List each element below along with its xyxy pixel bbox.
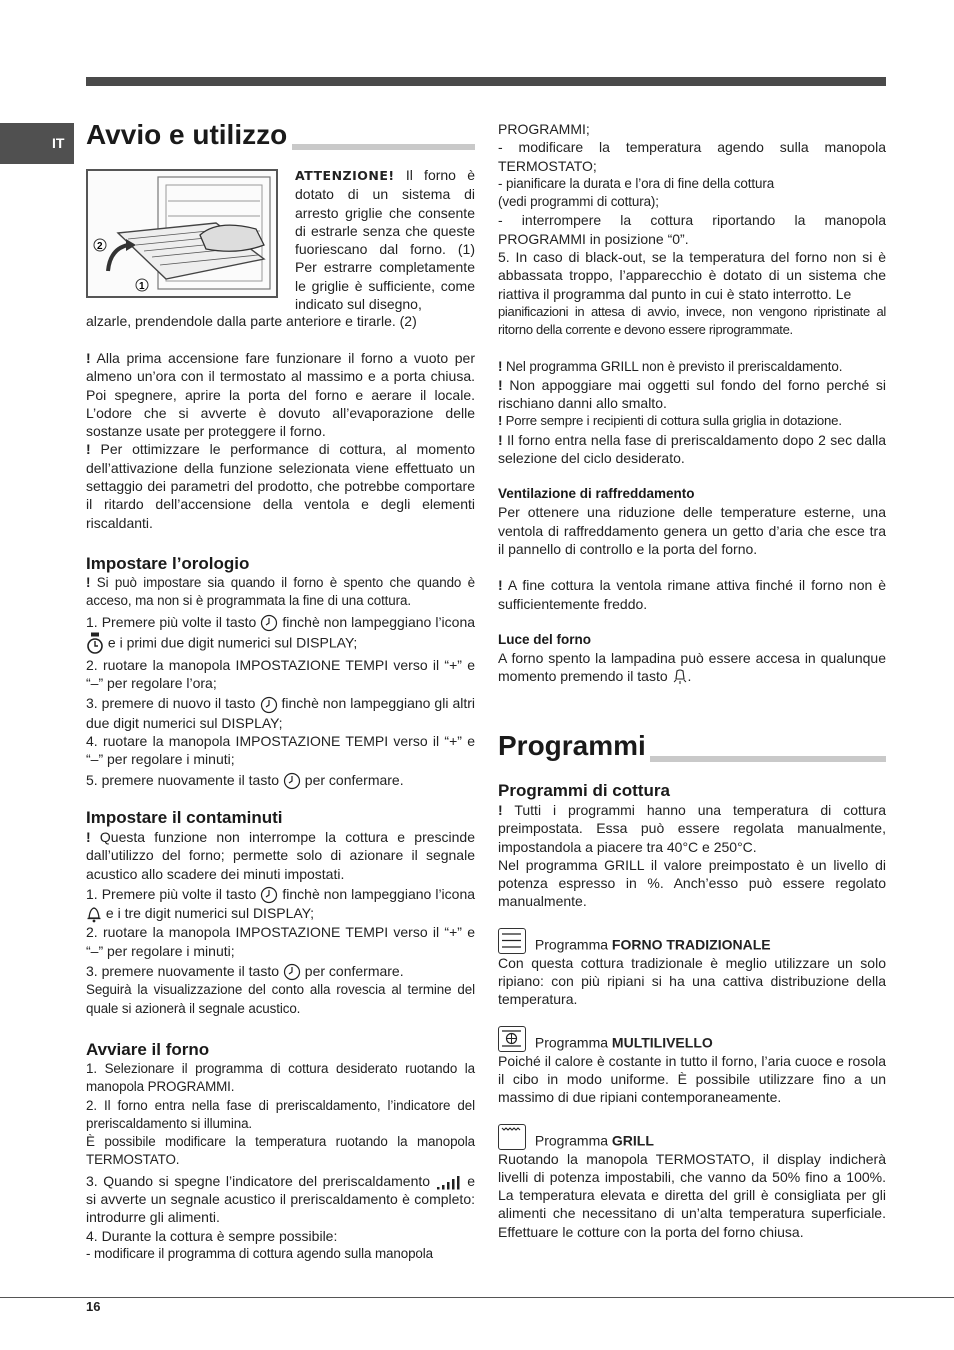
note-enamel xyxy=(498,376,886,413)
timer-step-3b: per confermare. xyxy=(304,963,404,980)
timer-note xyxy=(86,828,475,883)
title-rule xyxy=(650,756,886,762)
warning-icon: ! xyxy=(498,431,503,448)
note-first-use xyxy=(86,349,475,440)
start-step-1: 1. Selezionare il programma di cottura desiderato ruotando la manopola PROGRAMMI. xyxy=(86,1060,475,1095)
clock-step-5 xyxy=(86,771,475,790)
warning-icon: ! xyxy=(86,828,91,845)
timer-note-text: Questa funzione non interrompe la cottura e prescinde dall’utilizzo del forno; permette solo di azionare il segnale acustico allo scadere dei minuti impostati. xyxy=(86,828,476,882)
section-title-avvio: Avvio e utilizzo xyxy=(86,119,288,150)
clock-step-1c: e i primi due digit numerici sul DISPLAY; xyxy=(107,634,358,651)
clock-step-2: 2. ruotare la manopola IMPOSTAZIONE TEMPI verso il “+” e “–” per regolare l’ora; xyxy=(86,656,475,692)
lamp-icon xyxy=(672,668,688,686)
warning-icon: ! xyxy=(498,577,503,594)
note-first-use-text: Alla prima accensione fare funzionare il forno a vuoto per almeno un’ora con il termostato al massimo e a porta chiusa. Poi spegnere, aprire la porta del forno e aerare il locale. L’odore che si avverte è dovuto all’evaporazione delle sostanze usate per proteggere il forno. xyxy=(86,350,475,440)
clock-step-5b: per confermare. xyxy=(304,771,404,788)
clock-step-1 xyxy=(86,613,475,656)
cont-line-5b: pianificazioni in attesa di avvio, invece, non vengono ripristinate al ritorno della corrente e devono essere riprogrammate. xyxy=(498,303,886,338)
programs-note-text: Tutti i programmi hanno una temperatura di cottura preimpostata. Essa può essere regolata manualmente, impostandola a piacere tra 40°C e 250°C. xyxy=(498,802,886,855)
programs-grill-note: Nel programma GRILL il valore preimpostato è un livello di potenza espresso in %. Anch’esso può essere regolato manualmente. xyxy=(498,856,886,910)
warning-icon: ! xyxy=(86,441,91,458)
start-step-3 xyxy=(86,1172,475,1227)
timer-button-icon xyxy=(283,963,301,981)
warning-icon: ! xyxy=(86,574,91,590)
oven-rack-illustration xyxy=(86,169,278,298)
note-grill-text: Nel programma GRILL non è previsto il preriscaldamento. xyxy=(505,358,843,374)
note-grill xyxy=(498,358,886,376)
program-multilevel-text: Poiché il calore è costante in tutto il forno, l’aria cuoce e rosola il cibo in modo uniforme. È possibile utilizzare fino a un massimo di due ripiani contemporaneamente. xyxy=(498,1052,886,1106)
timer-step-2: 2. ruotare la manopola IMPOSTAZIONE TEMPI verso il “+” e “–” per regolare i minuti; xyxy=(86,924,475,959)
title-rule xyxy=(292,144,475,150)
note-performance xyxy=(86,440,475,531)
cont-line-2: - modificare la temperatura agendo sulla manopola TERMOSTATO; xyxy=(498,139,886,174)
page-number: 16 xyxy=(86,1299,101,1314)
light-text: A forno spento la lampadina può essere accesa in qualunque momento premendo il tasto . xyxy=(498,649,886,687)
ventilation-heading: Ventilazione di raffreddamento xyxy=(498,486,695,502)
note-containers xyxy=(498,412,886,430)
attention-label: ATTENZIONE! xyxy=(295,168,395,183)
multilevel-fan-icon xyxy=(498,1026,526,1052)
program-grill-text: Ruotando la manopola TERMOSTATO, il display indicherà livelli di potenza impostabili, che vanno da 50% fino a 100%. La temperatura elevata e diretta del grill è consigliata per gli alimenti che necessitano di un’alta temperatura superficiale. Effettuare le cotture con la porta del forno chiusa. xyxy=(498,1150,886,1240)
program-name-multilevel: MULTILIVELLO xyxy=(611,1034,713,1051)
top-rule xyxy=(86,77,886,86)
ventilation-text: Per ottenere una riduzione delle temperature esterne, una ventola di raffreddamento genera un getto d’aria che esce tra il pannello di controllo e la porta del forno. xyxy=(498,504,886,557)
timer-step-1 xyxy=(86,885,475,924)
note-preheat xyxy=(498,431,886,468)
program-name-traditional: FORNO TRADIZIONALE xyxy=(611,936,771,953)
svg-text:1: 1 xyxy=(139,281,145,292)
programs-note xyxy=(498,801,886,856)
light-heading: Luce del forno xyxy=(498,631,592,647)
preheat-indicator-icon xyxy=(436,1174,462,1190)
attention-continuation: alzarle, prendendole dalla parte anteriore e tirarle. (2) xyxy=(86,313,417,329)
warning-icon: ! xyxy=(498,376,503,393)
timer-step-3a: 3. premere nuovamente il tasto xyxy=(86,963,279,980)
light-text-body: A forno spento la lampadina può essere accesa in qualunque momento premendo il tasto xyxy=(498,649,886,685)
footer-rule xyxy=(0,1297,954,1298)
program-multilevel-header xyxy=(498,1026,886,1052)
start-step-4: 4. Durante la cottura è sempre possibile: xyxy=(86,1227,338,1244)
clock-icon xyxy=(86,632,104,656)
timer-button-icon xyxy=(260,886,278,904)
program-grill-header xyxy=(498,1124,886,1150)
bell-icon xyxy=(86,905,102,923)
clock-note xyxy=(86,574,475,611)
ventilation-note xyxy=(498,576,886,613)
traditional-oven-icon xyxy=(498,928,526,954)
cont-line-3b: (vedi programmi di cottura); xyxy=(498,194,659,210)
note-containers-text: Porre sempre i recipienti di cottura sulla griglia in dotazione. xyxy=(505,413,842,429)
attention-text: Il forno è dotato di un sistema di arresto griglie che consente di estrarle senza che queste fuoriescano dal forno. (1) Per estrarre completamente le griglie è sufficiente, come indicato sul disegno, xyxy=(295,167,475,313)
timer-step-1b: finchè non lampeggiano l’icona xyxy=(282,885,476,902)
warning-icon: ! xyxy=(498,358,503,374)
clock-step-5a: 5. premere nuovamente il tasto xyxy=(86,771,279,788)
rack-drawing xyxy=(88,171,276,296)
timer-button-icon xyxy=(260,614,278,632)
start-step-2b: È possibile modificare la temperatura ruotando la manopola TERMOSTATO. xyxy=(86,1134,475,1168)
timer-step-1c: e i tre digit numerici sul DISPLAY; xyxy=(105,905,315,922)
start-heading: Avviare il forno xyxy=(86,1039,210,1059)
programs-body xyxy=(498,781,886,1241)
start-step-3a: 3. Quando si spegne l’indicatore del preriscaldamento xyxy=(86,1172,431,1189)
attention-paragraph xyxy=(295,166,475,313)
program-name-grill: GRILL xyxy=(611,1132,654,1149)
clock-step-4: 4. ruotare la manopola IMPOSTAZIONE TEMPI verso il “+” e “–” per regolare i minuti; xyxy=(86,733,475,768)
language-code: IT xyxy=(52,135,65,151)
clock-step-3 xyxy=(86,694,475,732)
note-preheat-text: Il forno entra nella fase di preriscaldamento dopo 2 sec dalla selezione del ciclo desiderato. xyxy=(498,431,886,467)
svg-text:2: 2 xyxy=(97,241,103,252)
warning-icon: ! xyxy=(86,350,91,366)
clock-step-3b: finchè non lampeggiano gli altri due digit numerici sul DISPLAY; xyxy=(86,695,476,731)
cont-line-3: - pianificare la durata e l’ora di fine della cottura xyxy=(498,175,775,191)
program-label: Programma xyxy=(534,936,609,953)
start-step-4a: - modificare il programma di cottura agendo sulla manopola xyxy=(86,1245,433,1261)
section-title-programmi: Programmi xyxy=(498,730,646,761)
program-traditional-header xyxy=(498,928,886,954)
start-step-2: 2. Il forno entra nella fase di preriscaldamento, l’indicatore del preriscaldamento si illumina. xyxy=(86,1097,475,1131)
timer-heading: Impostare il contaminuti xyxy=(86,807,283,827)
grill-icon xyxy=(498,1124,526,1150)
ventilation-note-text: A fine cottura la ventola rimane attiva finché il forno non è sufficientemente freddo. xyxy=(498,577,886,612)
note-performance-text: Per ottimizzare le performance di cottura, al momento dell’attivazione della funzione selezionata viene effettuato un settaggio dei parametri del prodotto, che potrebbe comportare il ritardo dell’accensione della ventola e degli elementi riscaldanti. xyxy=(86,441,476,531)
program-label: Programma xyxy=(534,1034,609,1051)
clock-step-3a: 3. premere di nuovo il tasto xyxy=(86,695,256,712)
start-step-3b: e si avverte un segnale acustico il preriscaldamento è completo: introdurre gli alimenti. xyxy=(86,1172,476,1226)
warning-icon: ! xyxy=(498,802,503,818)
programs-heading: Programmi di cottura xyxy=(498,781,670,800)
timer-step-1a: 1. Premere più volte il tasto xyxy=(86,885,257,902)
timer-after: Seguirà la visualizzazione del conto alla rovescia al termine del quale si azionerà il segnale acustico. xyxy=(86,982,475,1016)
note-enamel-text: Non appoggiare mai oggetti sul fondo del forno perché si rischiano danni allo smalto. xyxy=(498,376,886,412)
language-tab xyxy=(0,123,74,164)
clock-note-text: Si può impostare sia quando il forno è spento che quando è acceso, ma non si è programmata la fine di una cottura. xyxy=(86,574,475,609)
program-label: Programma xyxy=(534,1132,609,1149)
left-column-body xyxy=(86,349,475,1263)
cont-line-5: 5. In caso di black-out, se la temperatura del forno non si è abbassata troppo, l’apparecchio è dotato di un sistema che riattiva il programma dal punto in cui è stato interrotto. Le xyxy=(498,249,886,302)
cont-line-1: PROGRAMMI; xyxy=(498,121,590,137)
clock-step-1a: 1. Premere più volte il tasto xyxy=(86,613,257,630)
clock-heading: Impostare l’orologio xyxy=(86,553,250,573)
cont-line-4: - interrompere la cottura riportando la manopola PROGRAMMI in posizione “0”. xyxy=(498,212,886,247)
warning-icon: ! xyxy=(498,413,503,429)
right-column-body xyxy=(498,120,886,686)
clock-step-1b: finchè non lampeggiano l’icona xyxy=(282,613,476,630)
timer-button-icon xyxy=(283,772,301,790)
timer-button-icon xyxy=(260,696,278,714)
program-traditional-text: Con questa cottura tradizionale è meglio utilizzare un solo ripiano: con più ripiani si ha una cattiva distribuzione della temperatura. xyxy=(498,954,886,1008)
timer-step-3 xyxy=(86,962,475,981)
